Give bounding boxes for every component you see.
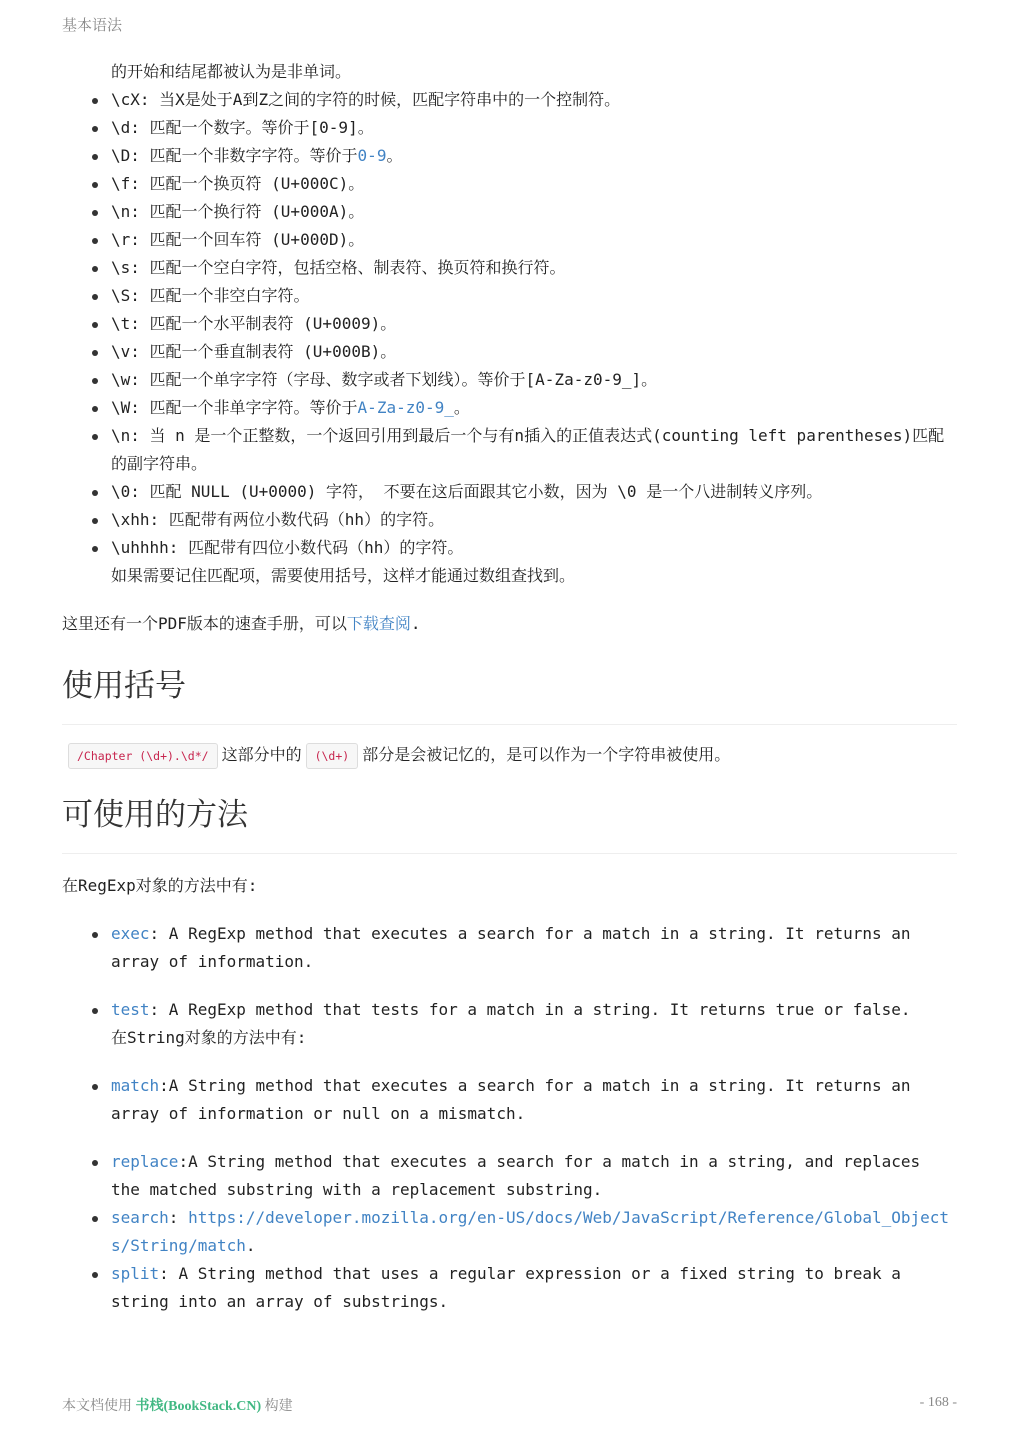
- list-item: \W: 匹配一个非单字字符。等价于A-Za-z0-9_。: [62, 394, 957, 422]
- list-item: \cX: 当X是处于A到Z之间的字符的时候，匹配字符串中的一个控制符。: [62, 86, 957, 114]
- method-link-split[interactable]: split: [111, 1264, 160, 1283]
- method-link-test[interactable]: test: [111, 1000, 150, 1019]
- list-item: \v: 匹配一个垂直制表符 (U+000B)。: [62, 338, 957, 366]
- list-item: search: https://developer.mozilla.org/en-US/docs/Web/JavaScript/Reference/Global_Objects/String/match.: [62, 1204, 957, 1260]
- list-item: \d: 匹配一个数字。等价于[0-9]。: [62, 114, 957, 142]
- regexp-intro: 在RegExp对象的方法中有:: [62, 876, 258, 895]
- list-item: \t: 匹配一个水平制表符 (U+0009)。: [62, 310, 957, 338]
- method-link-match[interactable]: match: [111, 1076, 160, 1095]
- mdn-url-link[interactable]: https://developer.mozilla.org/en-US/docs/Web/JavaScript/Reference/Global_Objects/String/match: [111, 1208, 950, 1255]
- escape-list: [62, 86, 957, 562]
- list-item: \D: 匹配一个非数字字符。等价于0-9。: [62, 142, 957, 170]
- range-link[interactable]: 0-9: [357, 146, 387, 165]
- regex-code: /Chapter (\d+).\d*/: [68, 743, 218, 769]
- list-item: exec: A RegExp method that executes a search for a match in a string. It returns an array of information.: [62, 920, 957, 976]
- page-footer: 本文档使用 书栈(BookStack.CN) 构建 - 168 -: [62, 1395, 957, 1414]
- section-heading-parens: 使用括号: [62, 666, 957, 725]
- list-item: \w: 匹配一个单字字符（字母、数字或者下划线）。等价于[A-Za-z0-9_]。: [62, 366, 957, 394]
- intro-line: 的开始和结尾都被认为是非单词。: [111, 62, 352, 81]
- document-body: [62, 58, 957, 1316]
- list-item: \n: 匹配一个换行符 (U+000A)。: [62, 198, 957, 226]
- capture-group-code: (\d+): [306, 743, 359, 769]
- remember-note: 如果需要记住匹配项，需要使用括号，这样才能通过数组查找到。: [111, 566, 576, 585]
- list-item: replace:A String method that executes a search for a match in a string, and replaces the matched substring with a replacement substring.: [62, 1148, 957, 1204]
- list-item: test: A RegExp method that tests for a match in a string. It returns true or false. 在String对象的方法中有:: [62, 996, 957, 1052]
- list-item: \uhhhh: 匹配带有四位小数代码（hh）的字符。: [62, 534, 957, 562]
- list-item: \s: 匹配一个空白字符，包括空格、制表符、换页符和换行符。: [62, 254, 957, 282]
- list-item: \S: 匹配一个非空白字符。: [62, 282, 957, 310]
- list-item: \xhh: 匹配带有两位小数代码（hh）的字符。: [62, 506, 957, 534]
- range-link[interactable]: A-Za-z0-9_: [357, 398, 454, 417]
- download-link[interactable]: 下载查阅: [346, 614, 411, 633]
- method-link-exec[interactable]: exec: [111, 924, 150, 943]
- page-number: - 168 -: [919, 1395, 957, 1410]
- section-heading-methods: 可使用的方法: [62, 795, 957, 854]
- list-item: \0: 匹配 NULL (U+0000) 字符， 不要在这后面跟其它小数，因为 \0 是一个八进制转义序列。: [62, 478, 957, 506]
- pdf-note: 这里还有一个PDF版本的速查手册，可以下载查阅.: [62, 614, 421, 633]
- list-item: \r: 匹配一个回车符 (U+000D)。: [62, 226, 957, 254]
- list-item: \f: 匹配一个换页符 (U+000C)。: [62, 170, 957, 198]
- parens-paragraph: /Chapter (\d+).\d*/ 这部分中的 (\d+) 部分是会被记忆的，是可以作为一个字符串被使用。: [62, 741, 957, 769]
- list-item: split: A String method that uses a regular expression or a fixed string to break a string into an array of substrings.: [62, 1260, 957, 1316]
- brand-link[interactable]: 书栈(BookStack.CN): [135, 1399, 262, 1414]
- running-header: 基本语法: [62, 18, 123, 34]
- list-item: match:A String method that executes a search for a match in a string. It returns an array of information or null on a mismatch.: [62, 1072, 957, 1128]
- method-list: [62, 920, 957, 1316]
- method-link-search[interactable]: search: [111, 1208, 169, 1227]
- string-intro: 在String对象的方法中有:: [111, 1028, 307, 1047]
- list-item: \n: 当 n 是一个正整数，一个返回引用到最后一个与有n插入的正值表达式(counting left parentheses)匹配的副字符串。: [62, 422, 957, 478]
- method-link-replace[interactable]: replace: [111, 1152, 179, 1171]
